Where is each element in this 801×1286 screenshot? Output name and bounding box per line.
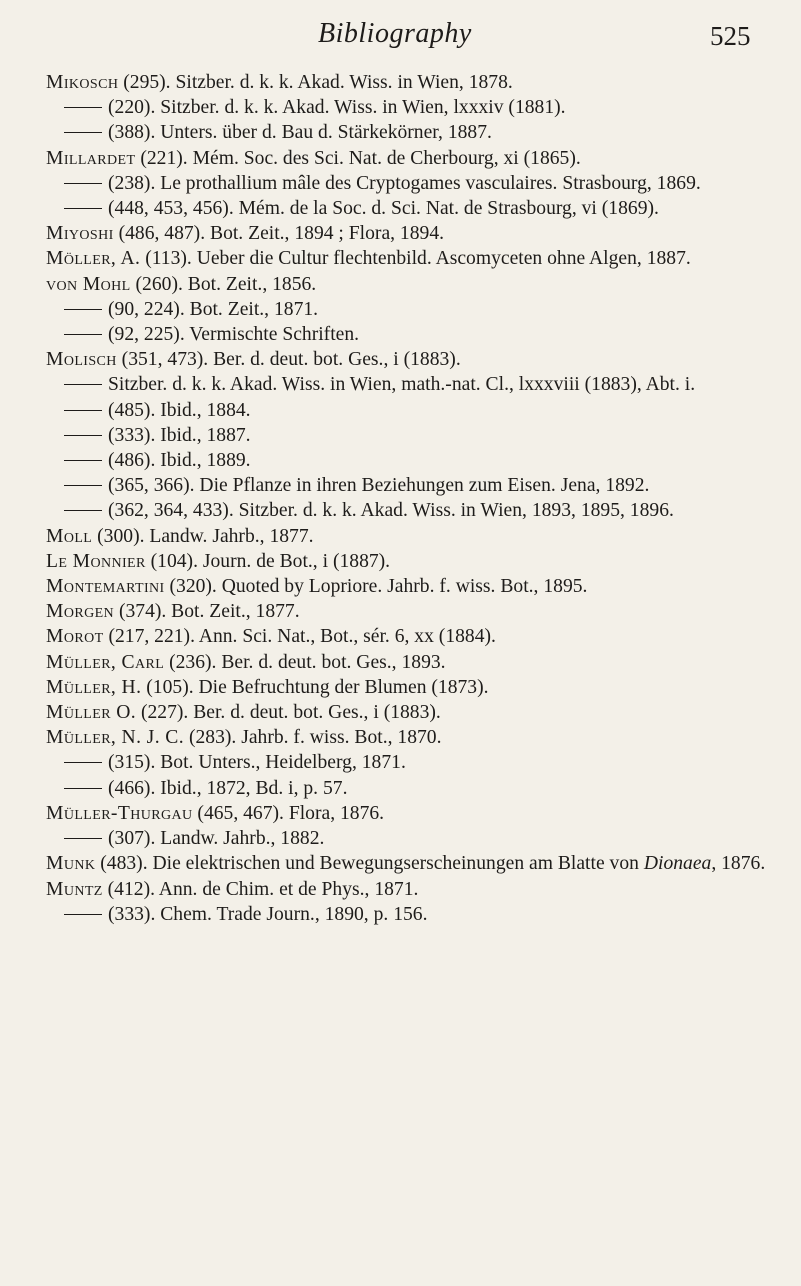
ditto-dash [64, 107, 102, 108]
ditto-dash [64, 510, 102, 511]
entry-text: Sitzber. d. k. k. Akad. Wiss. in Wien, math.-nat. Cl., lxxxviii (1883), Abt. i. [108, 374, 696, 396]
bibliography-entry [46, 877, 776, 902]
bibliography-entry [46, 196, 776, 221]
entry-text: (113). Ueber die Cultur flechtenbild. Ascomyceten ohne Algen, 1887. [140, 248, 691, 270]
bibliography-entry [46, 272, 776, 297]
entry-author: Morot [46, 626, 104, 648]
bibliography-entry [46, 624, 776, 649]
running-head [0, 18, 801, 58]
entry-text: (320). Quoted by Lopriore. Jahrb. f. wiss. Bot., 1895. [164, 576, 588, 598]
entry-text: (448, 453, 456). Mém. de la Soc. d. Sci. Nat. de Strasbourg, vi (1869). [108, 198, 659, 220]
bibliography-entry [46, 750, 776, 775]
bibliography-entry [46, 146, 776, 171]
bibliography-entry [46, 675, 776, 700]
ditto-dash [64, 208, 102, 209]
bibliography-entry [46, 171, 776, 196]
entry-text: (466). Ibid., 1872, Bd. i, p. 57. [108, 777, 348, 799]
bibliography-entry [46, 448, 776, 473]
bibliography-entry [46, 851, 776, 876]
running-title: Bibliography [318, 18, 472, 49]
entry-author: von Mohl [46, 273, 131, 295]
bibliography-entry [46, 473, 776, 498]
bibliography-entry [46, 801, 776, 826]
ditto-dash [64, 384, 102, 385]
entry-text: (333). Chem. Trade Journ., 1890, p. 156. [108, 903, 428, 925]
bibliography-entry [46, 826, 776, 851]
entry-text: (92, 225). Vermischte Schriften. [108, 324, 360, 346]
ditto-dash [64, 838, 102, 839]
entry-author: Moll [46, 525, 93, 547]
entry-text: (283). Jahrb. f. wiss. Bot., 1870. [184, 727, 442, 749]
entry-text: (351, 473). Ber. d. deut. bot. Ges., i (1883). [116, 349, 461, 371]
entry-text: (105). Die Befruchtung der Blumen (1873). [141, 676, 489, 698]
entry-author: Müller, N. J. C. [46, 727, 185, 749]
bibliography-entry [46, 95, 776, 120]
entry-text: (260). Bot. Zeit., 1856. [130, 273, 317, 295]
bibliography-entry [46, 297, 776, 322]
entry-text-tail: , 1876. [711, 853, 766, 875]
entry-author: Mikosch [46, 72, 119, 93]
entry-text: (412). Ann. de Chim. et de Phys., 1871. [102, 878, 419, 900]
ditto-dash [64, 410, 102, 411]
entry-text: (485). Ibid., 1884. [108, 399, 251, 421]
bibliography-entry [46, 221, 776, 246]
bibliography-entry [46, 372, 776, 397]
entry-author: Müller-Thurgau [46, 802, 193, 824]
bibliography-list [46, 70, 776, 927]
bibliography-entry [46, 524, 776, 549]
entry-text: (227). Ber. d. deut. bot. Ges., i (1883). [136, 702, 441, 724]
entry-author: Millardet [46, 147, 136, 169]
entry-text: (315). Bot. Unters., Heidelberg, 1871. [108, 752, 406, 774]
bibliography-entry [46, 322, 776, 347]
entry-italic-title: Dionaea [643, 853, 712, 875]
ditto-dash [64, 485, 102, 486]
entry-author: Morgen [46, 601, 115, 623]
entry-text: (307). Landw. Jahrb., 1882. [108, 828, 325, 850]
entry-author: Miyoshi [46, 223, 114, 245]
ditto-dash [64, 132, 102, 133]
bibliography-entry [46, 498, 776, 523]
bibliography-entry [46, 246, 776, 271]
entry-author: Müller, H. [46, 676, 142, 698]
bibliography-entry [46, 599, 776, 624]
entry-text: (220). Sitzber. d. k. k. Akad. Wiss. in Wien, lxxxiv (1881). [108, 97, 566, 119]
entry-author: Molisch [46, 349, 117, 371]
bibliography-entry [46, 725, 776, 750]
entry-text: (483). Die elektrischen und Bewegungserscheinungen am Blatte von [95, 853, 644, 875]
bibliography-entry [46, 120, 776, 145]
bibliography-entry [46, 776, 776, 801]
ditto-dash [64, 309, 102, 310]
ditto-dash [64, 334, 102, 335]
page-number: 525 [710, 21, 751, 51]
entry-author: Möller, A. [46, 248, 141, 270]
entry-text: (486, 487). Bot. Zeit., 1894 ; Flora, 1894. [113, 223, 445, 245]
bibliography-entry [46, 902, 776, 927]
bibliography-entry [46, 398, 776, 423]
entry-text: (333). Ibid., 1887. [108, 424, 251, 446]
entry-text: (236). Ber. d. deut. bot. Ges., 1893. [164, 651, 446, 673]
ditto-dash [64, 183, 102, 184]
bibliography-entry [46, 574, 776, 599]
entry-author: Munk [46, 853, 96, 875]
entry-text: (388). Unters. über d. Bau d. Stärkekörner, 1887. [108, 122, 492, 144]
bibliography-entry [46, 70, 776, 95]
entry-text: (465, 467). Flora, 1876. [192, 802, 385, 824]
entry-text: (221). Mém. Soc. des Sci. Nat. de Cherbourg, xi (1865). [135, 147, 581, 169]
entry-text: (90, 224). Bot. Zeit., 1871. [108, 298, 319, 320]
entry-text: (300). Landw. Jahrb., 1877. [92, 525, 314, 547]
entry-author: Muntz [46, 878, 103, 900]
ditto-dash [64, 460, 102, 461]
entry-author: Müller O. [46, 702, 137, 724]
entry-text: (365, 366). Die Pflanze in ihren Beziehungen zum Eisen. Jena, 1892. [108, 475, 650, 497]
bibliography-entry [46, 423, 776, 448]
ditto-dash [64, 435, 102, 436]
entry-text: (104). Journ. de Bot., i (1887). [145, 550, 391, 572]
ditto-dash [64, 788, 102, 789]
entry-text: (295). Sitzber. d. k. k. Akad. Wiss. in Wien, 1878. [118, 72, 513, 93]
entry-text: (362, 364, 433). Sitzber. d. k. k. Akad. Wiss. in Wien, 1893, 1895, 1896. [108, 500, 674, 522]
ditto-dash [64, 762, 102, 763]
entry-text: (238). Le prothallium mâle des Cryptogames vasculaires. Strasbourg, 1869. [108, 172, 701, 194]
entry-author: Le Monnier [46, 550, 146, 572]
bibliography-entry [46, 347, 776, 372]
bibliography-entry [46, 650, 776, 675]
entry-text: (217, 221). Ann. Sci. Nat., Bot., sér. 6, xx (1884). [103, 626, 496, 648]
entry-text: (486). Ibid., 1889. [108, 450, 251, 472]
ditto-dash [64, 914, 102, 915]
entry-text: (374). Bot. Zeit., 1877. [114, 601, 300, 623]
bibliography-entry [46, 700, 776, 725]
entry-author: Montemartini [46, 576, 165, 598]
entry-author: Müller, Carl [46, 651, 165, 673]
bibliography-entry [46, 549, 776, 574]
